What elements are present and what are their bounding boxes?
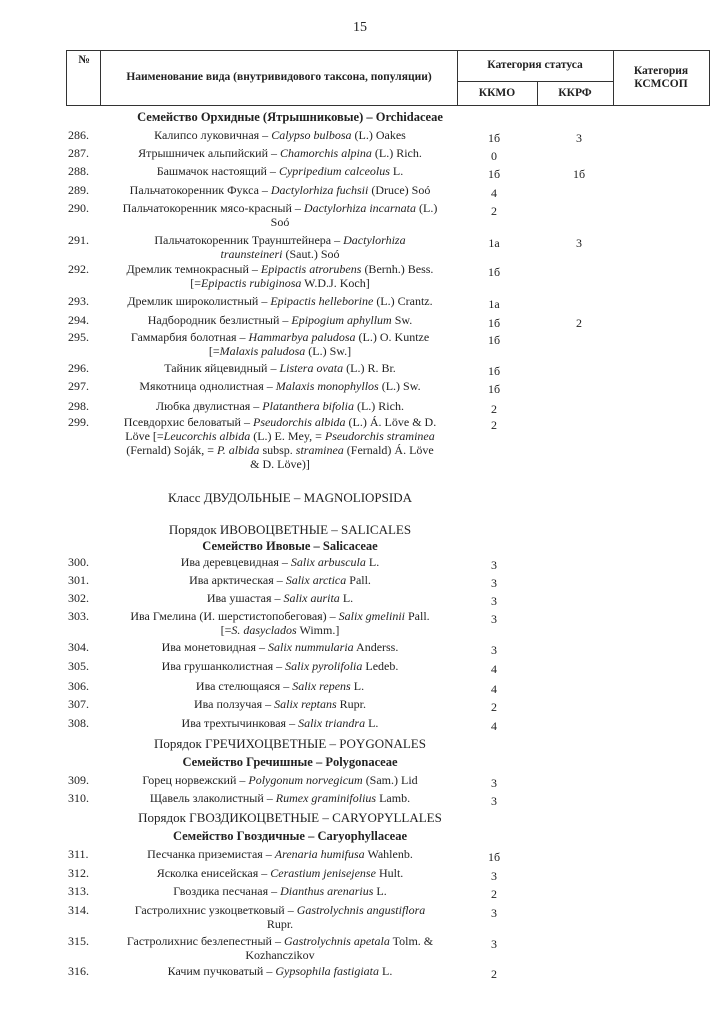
species-name: Дремлик темнокрасный – Epipactis atrorubens (Bernh.) Bess. [=Epipactis rubiginosa W.D.J. Koch] [126, 262, 434, 290]
kkmo-value: 1б [487, 167, 501, 181]
class-heading: Класс ДВУДОЛЬНЫЕ – MAGNOLIOPSIDA [168, 490, 412, 505]
kkmo-value: 0 [491, 149, 497, 163]
species-name: Ива монетовидная – Salix nummularia Anderss. [161, 640, 399, 654]
row-number: 303. [68, 609, 89, 623]
row-number: 300. [68, 555, 89, 569]
row-number: 286. [68, 128, 89, 142]
species-name: Гастролихнис безлепестный – Gastrolychnis apetala Tolm. & Kozhanczikov [126, 934, 434, 962]
row-number: 294. [68, 313, 89, 327]
kkmo-value: 3 [491, 869, 497, 883]
kkmo-value: 3 [491, 594, 497, 608]
species-name: Ясколка енисейская – Cerastium jenisejense Hult. [156, 866, 404, 880]
species-name: Гаммарбия болотная – Hammarbya paludosa (L.) O. Kuntze [=Malaxis paludosa (L.) Sw.] [130, 330, 430, 358]
header-kkmo: ККМО [478, 87, 516, 100]
species-name: Ива грушанколистная – Salix pyrolifolia Ledeb. [161, 659, 399, 673]
row-number: 290. [68, 201, 89, 215]
kkmo-value: 3 [491, 937, 497, 951]
kkmo-value: 2 [491, 887, 497, 901]
kkmo-value: 2 [491, 967, 497, 981]
species-name: Качим пучковатый – Gypsophila fastigiata L. [167, 964, 393, 978]
page-number: 15 [353, 20, 367, 35]
table-header [66, 50, 710, 106]
kkmo-value: 2 [491, 402, 497, 416]
kkrf-value: 3 [576, 131, 582, 145]
row-number: 314. [68, 903, 89, 917]
species-name: Ива ушастая – Salix aurita L. [206, 591, 354, 605]
row-number: 296. [68, 361, 89, 375]
kkmo-value: 4 [491, 719, 497, 733]
species-name: Гастролихнис узкоцветковый – Gastrolychnis angustiflora Rupr. [134, 903, 426, 931]
header-status-category: Категория статуса [487, 59, 583, 72]
row-number: 313. [68, 884, 89, 898]
family-heading: Семейство Гречишные – Polygonaceae [182, 755, 398, 769]
order-heading: Порядок ГРЕЧИХОЦВЕТНЫЕ – POYGONALES [154, 736, 426, 751]
family-heading: Семейство Орхидные (Ятрышниковые) – Orchidaceae [137, 110, 443, 124]
species-name: Пальчатокоренник Фукса – Dactylorhiza fuchsii (Druce) Soó [129, 183, 431, 197]
row-number: 307. [68, 697, 89, 711]
species-name: Щавель злаколистный – Rumex graminifolius Lamb. [149, 791, 411, 805]
species-name: Песчанка приземистая – Arenaria humifusa Wahlenb. [147, 847, 413, 861]
kkmo-value: 4 [491, 662, 497, 676]
row-number: 308. [68, 716, 89, 730]
species-name: Пальчатокоренник Траунштейнера – Dactylorhiza traunsteineri (Saut.) Soó [154, 233, 406, 261]
kkrf-value: 2 [576, 316, 582, 330]
species-name: Псевдорхис беловатый – Pseudorchis albida (L.) Á. Löve & D. Löve [=Leucorchis albida (L.) E. Mey, = Pseudorchis straminea (Fernald) Soják, = P. albida subsp. straminea (Fernald) Á. Löve & D. Löve)] [123, 415, 437, 471]
kkmo-value: 2 [491, 418, 497, 432]
kkmo-value: 1а [488, 297, 500, 311]
species-name: Горец норвежский – Polygonum norvegicum (Sam.) Lid [142, 773, 418, 787]
row-number: 301. [68, 573, 89, 587]
kkmo-value: 3 [491, 906, 497, 920]
row-number: 302. [68, 591, 89, 605]
species-name: Ива Гмелина (И. шерстистопобеговая) – Salix gmelinii Pall. [=S. dasyclados Wimm.] [130, 609, 430, 637]
kkmo-value: 1б [487, 850, 501, 864]
species-name: Башмачок настоящий – Cypripedium calceolus L. [156, 164, 404, 178]
row-number: 291. [68, 233, 89, 247]
row-number: 316. [68, 964, 89, 978]
kkmo-value: 3 [491, 612, 497, 626]
order-heading: Порядок ИВОВОЦВЕТНЫЕ – SALICALES [168, 522, 412, 537]
kkmo-value: 1б [487, 364, 501, 378]
kkmo-value: 1а [488, 236, 500, 250]
kkmo-value: 1б [487, 316, 501, 330]
row-number: 288. [68, 164, 89, 178]
kkmo-value: 3 [491, 558, 497, 572]
row-number: 299. [68, 415, 89, 429]
kkmo-value: 1б [487, 265, 501, 279]
species-name: Ива стелющаяся – Salix repens L. [195, 679, 365, 693]
kkmo-value: 4 [491, 186, 497, 200]
family-heading: Семейство Гвоздичные – Caryophyllaceae [172, 829, 408, 843]
header-species-name: Наименование вида (внутривидового таксона, популяции) [126, 71, 432, 84]
species-name: Пальчатокоренник мясо-красный – Dactylorhiza incarnata (L.) Soó [122, 201, 438, 229]
family-heading: Семейство Ивовые – Salicaceae [202, 539, 378, 553]
row-number: 305. [68, 659, 89, 673]
species-name: Гвоздика песчаная – Dianthus arenarius L. [173, 884, 387, 898]
kkmo-value: 3 [491, 576, 497, 590]
species-name: Калипсо луковичная – Calypso bulbosa (L.) Oakes [154, 128, 406, 142]
row-number: 309. [68, 773, 89, 787]
species-name: Дремлик широколистный – Epipactis helleborine (L.) Crantz. [127, 294, 433, 308]
species-name: Тайник яйцевидный – Listera ovata (L.) R. Br. [164, 361, 396, 375]
species-name: Любка двулистная – Platanthera bifolia (L.) Rich. [156, 399, 404, 413]
row-number: 293. [68, 294, 89, 308]
kkmo-value: 2 [491, 204, 497, 218]
species-name: Надбородник безлистный – Epipogium aphyllum Sw. [147, 313, 413, 327]
row-number: 289. [68, 183, 89, 197]
row-number: 306. [68, 679, 89, 693]
species-name: Ива деревцевидная – Salix arbuscula L. [180, 555, 380, 569]
species-name: Ива ползучая – Salix reptans Rupr. [193, 697, 367, 711]
kkmo-value: 3 [491, 643, 497, 657]
order-heading: Порядок ГВОЗДИКОЦВЕТНЫЕ – CARYOPYLLALES [138, 810, 442, 825]
header-kkrf: ККРФ [558, 87, 592, 100]
row-number: 297. [68, 379, 89, 393]
kkmo-value: 3 [491, 794, 497, 808]
kkrf-value: 1б [572, 167, 586, 181]
kkmo-value: 3 [491, 776, 497, 790]
row-number: 311. [68, 847, 89, 861]
header-number: № [78, 54, 90, 67]
row-number: 287. [68, 146, 89, 160]
row-number: 315. [68, 934, 89, 948]
row-number: 310. [68, 791, 89, 805]
kkmo-value: 1б [487, 382, 501, 396]
kkmo-value: 1б [487, 131, 501, 145]
species-name: Ятрышничек альпийский – Chamorchis alpina (L.) Rich. [138, 146, 422, 160]
species-name: Мякотница однолистная – Malaxis monophyllos (L.) Sw. [139, 379, 421, 393]
kkmo-value: 4 [491, 682, 497, 696]
row-number: 312. [68, 866, 89, 880]
kkmo-value: 1б [487, 333, 501, 347]
species-name: Ива трехтычинковая – Salix triandra L. [181, 716, 379, 730]
row-number: 298. [68, 399, 89, 413]
kkrf-value: 3 [576, 236, 582, 250]
row-number: 304. [68, 640, 89, 654]
row-number: 292. [68, 262, 89, 276]
kkmo-value: 2 [491, 700, 497, 714]
species-name: Ива арктическая – Salix arctica Pall. [189, 573, 371, 587]
row-number: 295. [68, 330, 89, 344]
header-ksmsop: Категория КСМСОП [633, 64, 689, 90]
